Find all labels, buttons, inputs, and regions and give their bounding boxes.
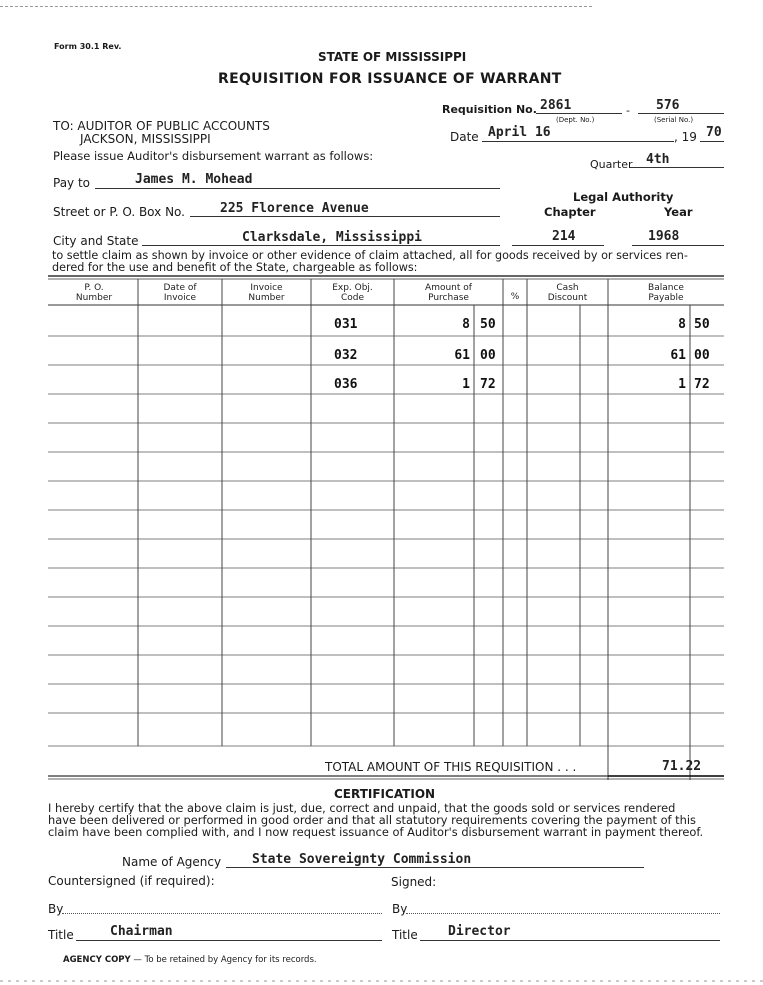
countersigned-label: Countersigned (if required): [48,874,215,888]
settle-text-1: to settle claim as shown by invoice or other evidence of claim attached, all for goods received by or services ren- [52,249,688,262]
date-line [482,141,674,142]
row2-amount-cents: 00 [480,348,496,363]
quarter-label: Quarter [590,158,633,171]
city-line [142,245,500,246]
row1-amount-dollars: 8 [462,317,470,332]
requisition-dept-no: 2861 [540,98,572,113]
chapter-value: 214 [552,229,576,244]
pay-to-label: Pay to [53,176,91,190]
header-cash-line1: Cash [556,283,579,293]
header-balance-line2: Payable [648,293,684,303]
certification-title: CERTIFICATION [334,787,436,801]
header-date-of-invoice [138,283,222,303]
agency-copy-label: AGENCY COPY [63,955,131,965]
city-label: City and State [53,234,139,248]
header-balance-payable [608,283,724,303]
street-line [190,216,500,217]
header-amount-line1: Amount of [425,283,472,293]
header-po-line1: P. O. [84,283,104,293]
agency-line [226,867,644,868]
header-exp-obj-code [311,283,394,303]
title-value-right: Director [448,924,511,939]
date-label: Date [450,130,479,144]
by-label-left: By [48,902,64,916]
row3-amount-dollars: 1 [462,377,470,392]
row1-code: 031 [334,317,358,332]
top-edge-mark [0,6,592,7]
certification-line1: I hereby certify that the above claim is just, due, correct and unpaid, that the goods sold or services rendered [48,801,676,815]
row1-balance-cents: 50 [694,317,710,332]
header-balance-line1: Balance [648,283,684,293]
by-label-right: By [392,902,408,916]
form-number: Form 30.1 Rev. [54,42,122,51]
row1-balance-dollars: 8 [678,317,686,332]
pay-to-value: James M. Mohead [135,172,253,187]
row2-balance-cents: 00 [694,348,710,363]
chapter-line [512,245,604,246]
street-value: 225 Florence Avenue [220,201,369,216]
header-date-line1: Date of [163,283,197,293]
dept-no-caption: (Dept. No.) [556,116,595,124]
chapter-label: Chapter [544,205,596,219]
please-issue: Please issue Auditor's disbursement warrant as follows: [53,149,374,163]
dash: - [626,104,630,117]
date-value: April 16 [488,125,551,140]
signed-label: Signed: [391,875,437,889]
year-value: 70 [706,125,722,140]
header-cash-discount [527,283,608,303]
total-value: 71.22 [662,759,702,774]
city-value: Clarksdale, Mississippi [242,230,423,245]
header-percent: % [510,292,520,302]
header-code-line1: Exp. Obj. [332,283,373,293]
serial-no-caption: (Serial No.) [654,116,694,124]
legal-authority-label: Legal Authority [573,190,674,204]
quarter-value: 4th [646,152,670,167]
row3-balance-dollars: 1 [678,377,686,392]
row3-code: 036 [334,377,358,392]
title-label-left: Title [48,928,74,942]
row1-amount-cents: 50 [480,317,496,332]
quarter-line [630,167,724,168]
header-invoice-line1: Invoice [250,283,283,293]
settle-text-2: dered for the use and benefit of the State, chargeable as follows: [52,261,418,274]
title-value-left: Chairman [110,924,173,939]
dept-no-line [536,113,622,114]
title-line-left [76,940,382,941]
pay-to-line [95,188,500,189]
legal-year-line [632,245,724,246]
requisition-label: Requisition No. [442,103,537,116]
agency-copy-text: — To be retained by Agency for its records. [133,955,317,965]
row2-balance-dollars: 61 [670,348,686,363]
header-amount-line2: Purchase [428,293,469,303]
form-title: REQUISITION FOR ISSUANCE OF WARRANT [218,71,562,87]
street-label: Street or P. O. Box No. [53,205,185,219]
agency-value: State Sovereignty Commission [252,852,472,867]
row2-amount-dollars: 61 [454,348,470,363]
by-line-left [62,913,382,914]
year-prefix: , 19 [674,130,697,144]
certification-line2: have been delivered or performed in good order and that all statutory requirements covering the payment of this [48,813,696,827]
header-amount-of-purchase [394,283,503,303]
agency-label: Name of Agency [122,855,222,869]
year-line [700,141,724,142]
serial-no-line [638,113,724,114]
header-cash-line2: Discount [547,293,588,303]
header-invoice-number [222,283,311,303]
certification-line3: claim have been complied with, and I now request issuance of Auditor's disbursement warrant in payment thereof. [48,825,704,839]
by-line-right [406,913,720,914]
header-invoice-line2: Number [248,293,285,303]
agency-copy-footer [63,955,317,965]
state-title: STATE OF MISSISSIPPI [318,50,467,64]
header-code-line2: Code [340,293,365,303]
legal-year-value: 1968 [648,229,680,244]
header-date-line2: Invoice [163,293,197,303]
header-po-line2: Number [75,293,113,303]
to-line2: JACKSON, MISSISSIPPI [80,132,211,146]
header-po-number [50,283,138,303]
requisition-serial-no: 576 [656,98,680,113]
row3-amount-cents: 72 [480,377,496,392]
row3-balance-cents: 72 [694,377,710,392]
year-column-label: Year [664,205,693,219]
title-line-right [420,940,720,941]
total-label: TOTAL AMOUNT OF THIS REQUISITION . . . [325,760,577,774]
row2-code: 032 [334,348,358,363]
title-label-right: Title [392,928,418,942]
to-line1: TO: AUDITOR OF PUBLIC ACCOUNTS [53,119,270,133]
